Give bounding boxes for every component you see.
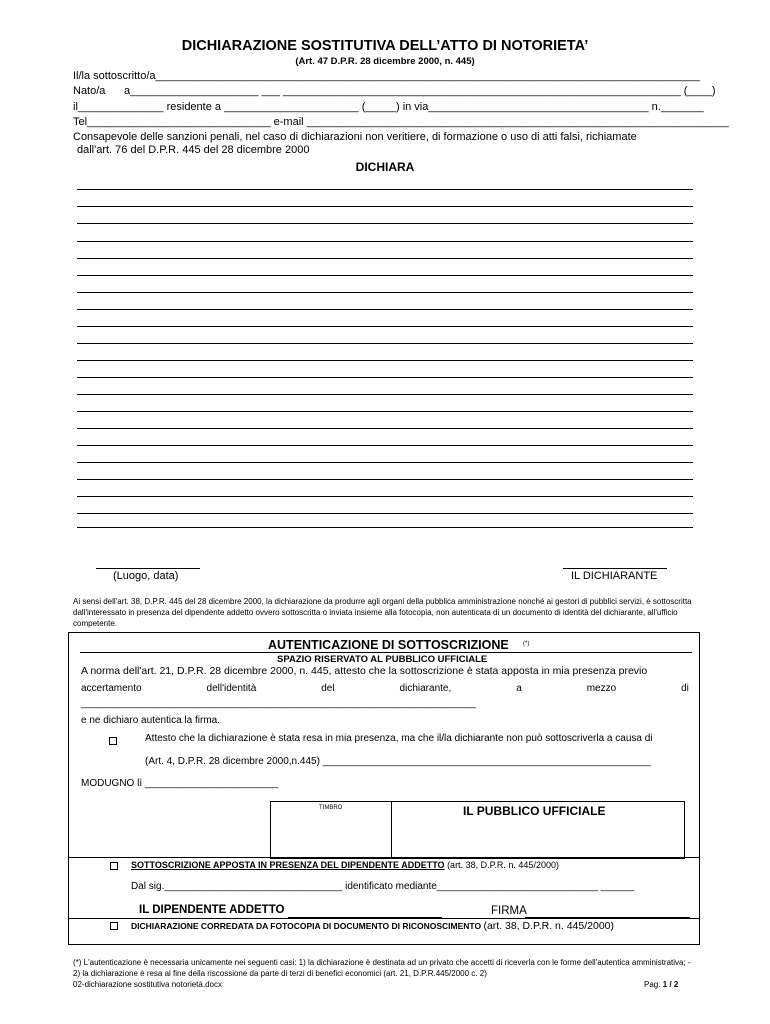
- declaration-line[interactable]: [77, 462, 693, 463]
- norma-word: del: [321, 683, 335, 694]
- dal-sig-field[interactable]: Dal sig.________________________________ identificato mediante_____________________________ ______: [131, 881, 635, 892]
- auth-title: AUTENTICAZIONE DI SOTTOSCRIZIONE: [268, 638, 509, 652]
- declaration-line[interactable]: [77, 411, 693, 412]
- declaration-line[interactable]: [77, 258, 693, 259]
- place-date-line[interactable]: [96, 568, 200, 569]
- section-right-border: [699, 632, 700, 944]
- footnote: (*) L'autenticazione è necessaria unicamente nei seguenti casi: 1) la dichiarazione è destinata ad un privato che accetti di riceverla con le forme dell'autentica amministrativa; - 2) la dichiarazione è resa al fine della riscossione da parte di terzi di benefici economici (art. 21, D.P.R.445/2000 c. 2): [73, 958, 691, 978]
- norma-word: a: [516, 683, 522, 694]
- declaration-line[interactable]: [77, 223, 693, 224]
- pubblico-ufficiale-label: IL PUBBLICO UFFICIALE: [463, 804, 606, 818]
- dipendente-label: IL DIPENDENTE ADDETTO: [139, 904, 285, 916]
- declaration-line[interactable]: [77, 326, 693, 327]
- attesto-text: Attesto che la dichiarazione è stata resa in mia presenza, ma che il/la dichiarante non può sottoscriverla a causa di: [145, 733, 653, 744]
- declaration-line[interactable]: [77, 527, 693, 528]
- option2-label: [131, 920, 614, 932]
- reserved-label: SPAZIO RISERVATO AL PUBBLICO UFFICIALE: [277, 654, 488, 665]
- firma-label: FIRMA: [491, 905, 527, 917]
- field-contatti[interactable]: Tel______________________________ e-mail _____________________________________________________________________: [73, 116, 729, 128]
- autentica-text: e ne dichiaro autentica la firma.: [81, 715, 220, 726]
- field-residenza[interactable]: il______________ residente a ______________________ (_____) in via____________________________________ n._______: [73, 101, 704, 113]
- norma-word: dell'identità: [206, 683, 257, 694]
- option2-top-border: [68, 918, 700, 919]
- section-bottom-border: [68, 944, 700, 945]
- declaration-line[interactable]: [77, 377, 693, 378]
- section-top-border: [68, 632, 700, 633]
- option1-ref: (art. 38, D.P.R. n. 445/2000): [447, 860, 559, 870]
- page-title: DICHIARAZIONE SOSTITUTIVA DELL’ATTO DI NOTORIETA’: [181, 38, 589, 54]
- declaration-line[interactable]: [77, 479, 693, 480]
- timbro-label: TIMBRO: [319, 805, 343, 811]
- option1-label: [131, 860, 559, 870]
- norma-word: di: [681, 683, 689, 694]
- declaration-line[interactable]: [77, 513, 693, 514]
- legal-notice: Ai sensi dell'art. 38, D.P.R. 445 del 28 dicembre 2000, la dichiarazione da produrre agli organi della pubblica amministrazione nonché ai gestori di pubblici servizi, è sottoscritta dall'interessato in presenza del dipendente addetto ovvero sottoscritta o inviata insieme alla fotocopia, non autenticata di un documento di identità del dichiarante, all'ufficio competente.: [73, 597, 692, 628]
- declaration-line[interactable]: [77, 360, 693, 361]
- norma-word: accertamento: [81, 683, 142, 694]
- option1-checkbox[interactable]: [110, 862, 118, 870]
- field-nato-luogo[interactable]: a_____________________ ___ _________________________________________________________________ (____): [124, 85, 716, 97]
- art4-field[interactable]: (Art. 4, D.P.R. 28 dicembre 2000,n.445) ___________________________________________________________: [145, 756, 651, 767]
- declaration-line[interactable]: [77, 206, 693, 207]
- norma-text: A norma dell'art. 21, D.P.R. 28 dicembre 2000, n. 445, attesto che la sottoscrizione è stata apposta in mia presenza previo: [81, 665, 648, 677]
- page-subtitle: (Art. 47 D.P.R. 28 dicembre 2000, n. 445): [295, 56, 475, 67]
- dichiara-heading: DICHIARA: [355, 160, 415, 174]
- option2-ref: (art. 38, D.P.R. n. 445/2000): [483, 920, 615, 932]
- norma-text-2: [81, 683, 689, 694]
- declaration-line[interactable]: [77, 428, 693, 429]
- declaration-line[interactable]: [77, 496, 693, 497]
- option1-top-border: [68, 857, 700, 858]
- consapevole-text: Consapevole delle sanzioni penali, nel caso di dichiarazioni non veritiere, di formazione o uso di atti falsi, richiamate: [73, 131, 637, 143]
- declaration-line[interactable]: [77, 343, 693, 344]
- page-number: [644, 980, 678, 989]
- stamp-divider: [391, 801, 392, 858]
- page-prefix: Pag.: [644, 980, 661, 989]
- declaration-line[interactable]: [77, 445, 693, 446]
- attesto-checkbox[interactable]: [109, 737, 117, 745]
- declarant-signature-line[interactable]: [563, 568, 667, 569]
- page-value: 1 / 2: [662, 980, 679, 989]
- place-date-label: (Luogo, data): [113, 570, 179, 582]
- document-field[interactable]: _______________________________________________________________________: [81, 698, 476, 709]
- declaration-line[interactable]: [77, 189, 693, 190]
- field-nato-label: Nato/a: [73, 85, 106, 97]
- option1-title: SOTTOSCRIZIONE APPOSTA IN PRESENZA DEL DIPENDENTE ADDETTO: [131, 860, 445, 870]
- declaration-line[interactable]: [77, 275, 693, 276]
- auth-title-note: (*): [523, 641, 530, 647]
- norma-word: mezzo: [586, 683, 617, 694]
- declarant-label: IL DICHIARANTE: [571, 570, 658, 582]
- declaration-line[interactable]: [77, 394, 693, 395]
- option2-title: DICHIARAZIONE CORREDATA DA FOTOCOPIA DI DOCUMENTO DI RICONOSCIMENTO: [131, 921, 482, 931]
- norma-word: dichiarante,: [399, 683, 452, 694]
- declaration-line[interactable]: [77, 309, 693, 310]
- option2-checkbox[interactable]: [110, 922, 118, 930]
- section-left-border: [68, 632, 69, 944]
- modugno-field[interactable]: MODUGNO lì ________________________: [81, 778, 279, 789]
- consapevole-text-2: dall'art. 76 del D.P.R. 445 del 28 dicembre 2000: [77, 144, 310, 156]
- file-name: 02-dichiarazione sostitutiva notorietà.docx: [73, 980, 222, 989]
- auth-title-underline: [80, 652, 692, 653]
- field-sottoscritto[interactable]: Il/la sottoscritto/a_________________________________________________________________________________________: [73, 70, 701, 82]
- declaration-line[interactable]: [77, 241, 693, 242]
- declaration-line[interactable]: [77, 292, 693, 293]
